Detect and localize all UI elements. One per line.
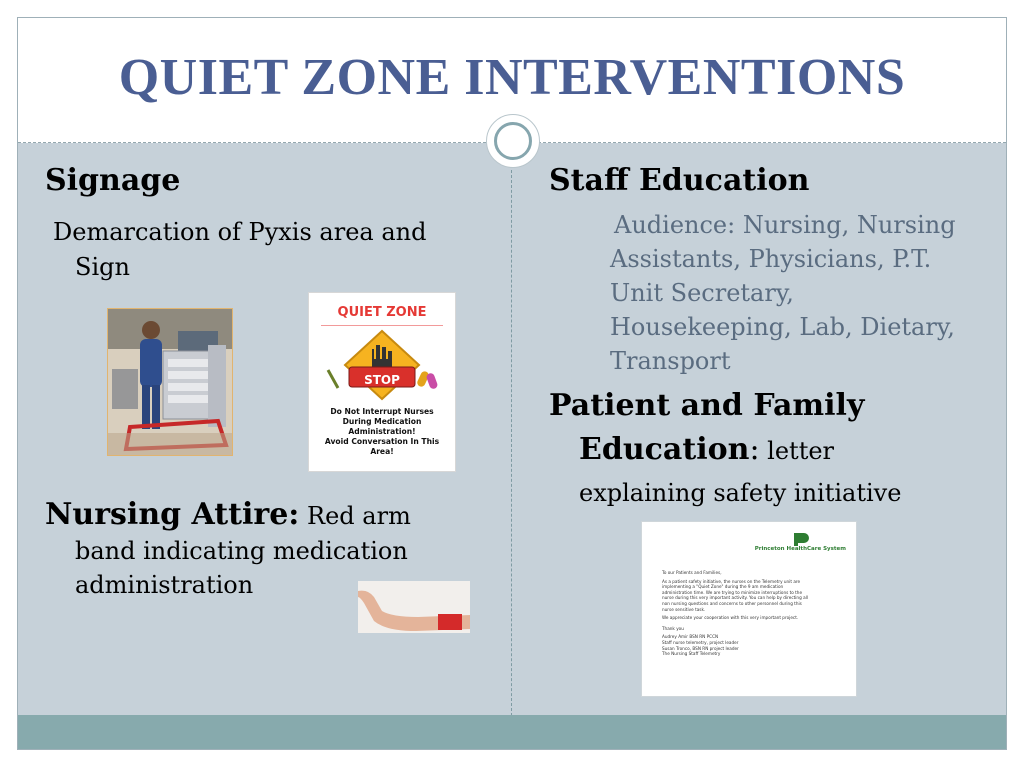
stop-hand-icon [339,329,425,401]
family-colon: : [749,432,760,467]
audience-line1: Audience: Nursing, Nursing [614,211,956,239]
family-line2 [579,432,834,467]
audience-line2: Assistants, Physicians, P.T. [610,245,932,273]
attire-body-line2: band indicating medication [75,537,408,565]
signage-heading: Signage [45,163,181,198]
circle-ornament-icon [486,114,540,168]
sign-top-label: QUIET ZONE [337,305,427,320]
letter-body: To our Patients and Families, As a patient safety initiative, the nurses on the Telemetry unit are implementing a "Quiet Zone" during the 9 am medication administration time. We are trying to minimize interruptions to the nurse during this very important activity. You can help by directing all non nursing questions and concerns to other personnel during this nurse sensitive task. We appreciate your cooperation with this very important project. Thank you Audrey Amir BSN RN PCCN Staff nurse telemetry, project leader Susan Tronco, BSN RN project leader The Nursing Staff Telemetry [662,570,808,657]
staff-education-heading: Staff Education [549,163,810,198]
signage-body-line1: Demarcation of Pyxis area and [53,218,427,246]
pen-icon [325,367,341,391]
attire-line1 [45,496,411,535]
family-letter-image [641,521,857,697]
quiet-zone-sign [308,292,456,472]
family-heading-line2: Education [579,432,750,467]
logo-icon [792,532,810,546]
signage-body-line2: Sign [75,253,130,281]
audience-line5: Transport [610,347,731,375]
slide-footer-bar [18,715,1006,749]
sign-stop-label: STOP [364,373,400,387]
sign-caption: Do Not Interrupt Nurses During Medication Administration! Avoid Conversation In This Area! [324,407,440,456]
pyxis-area-photo [107,308,233,456]
red-armband-photo [358,581,470,633]
letter-org-name: Princeton HealthCare System [754,546,846,552]
attire-body-line3: administration [75,571,254,599]
slide-frame [17,17,1007,750]
family-body-line2: explaining safety initiative [579,479,902,507]
column-divider [511,170,512,716]
family-heading-line1: Patient and Family [549,388,865,423]
slide-title: QUIET ZONE INTERVENTIONS [118,49,906,106]
pills-icon [415,367,441,393]
audience-line4: Housekeeping, Lab, Dietary, [610,313,955,341]
audience-line3: Unit Secretary, [610,279,794,307]
attire-heading: Nursing Attire: [45,497,300,532]
family-body-line1: letter [759,437,835,465]
attire-body-line1: Red arm [299,502,411,530]
